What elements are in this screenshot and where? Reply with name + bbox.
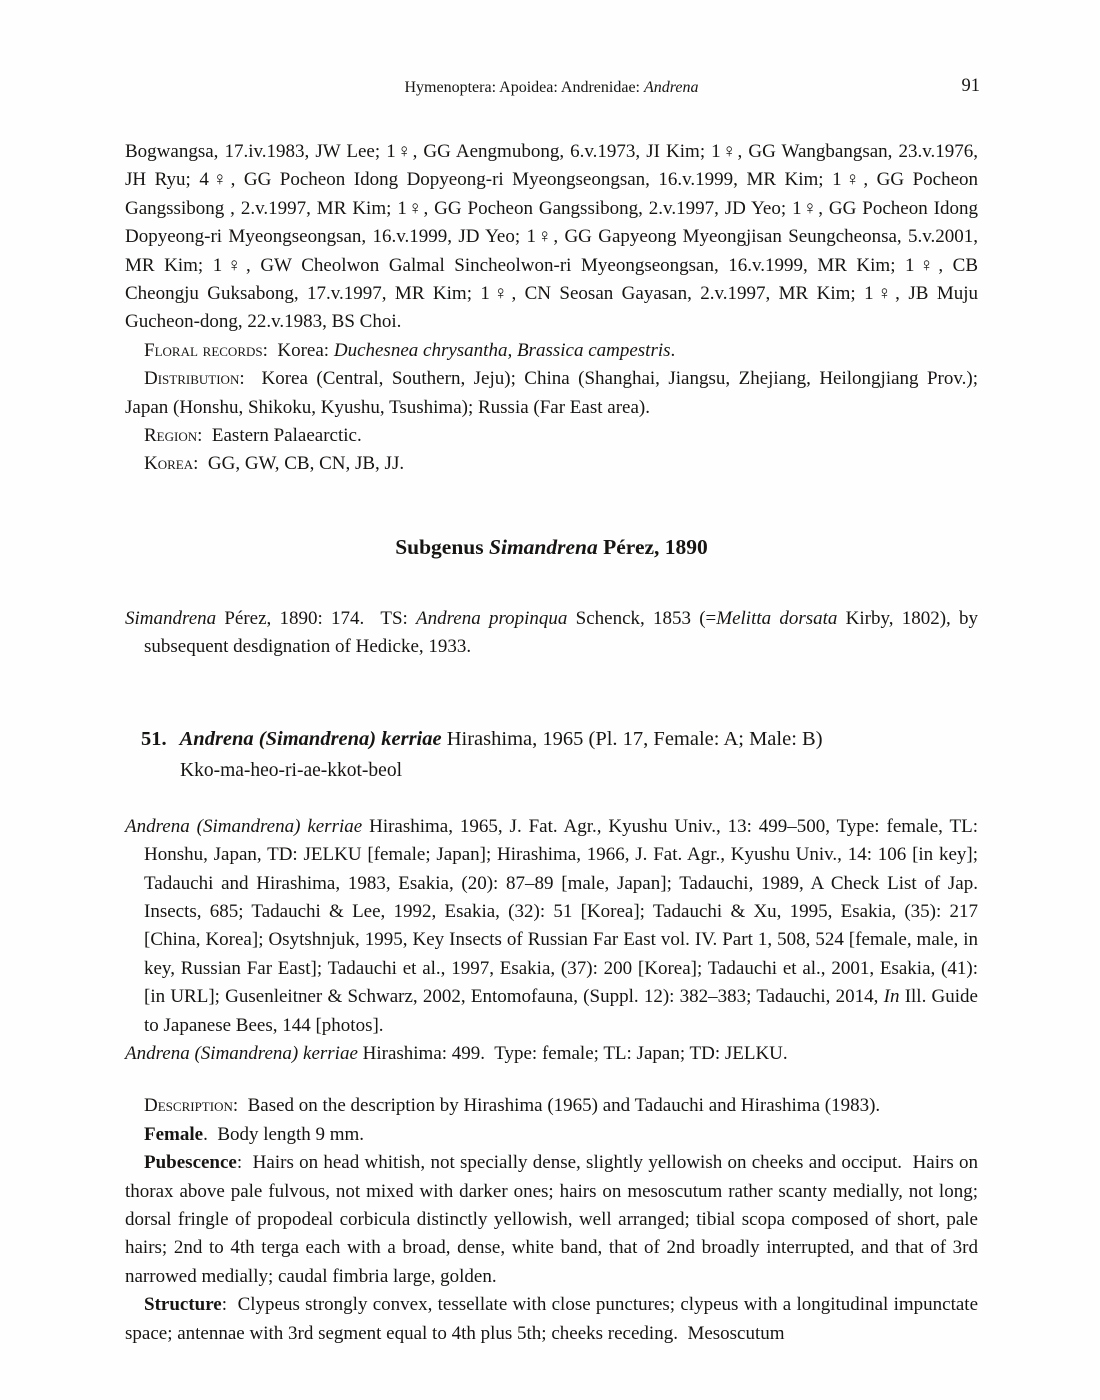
synonymy-2-taxon: Andrena (Simandrena) kerriae xyxy=(125,1042,358,1064)
species-vernacular-name: Kko-ma-heo-ri-ae-kkot-beol xyxy=(180,759,402,781)
specimen-records-paragraph xyxy=(125,138,978,337)
synonymy-1-text-2: Ill. Guide to Japanese Bees, 144 [photos]. xyxy=(144,986,978,1036)
page-number: 91 xyxy=(961,76,980,96)
subgenus-reference-paragraph xyxy=(125,605,978,662)
subgenus-heading xyxy=(125,532,978,562)
description-structure-paragraph xyxy=(125,1291,978,1348)
distribution-text: : Korea (Central, Southern, Jeju); China (Shanghai, Jiangsu, Zhejiang, Heilongjiang Prov.); Japan (Honshu, Shikoku, Kyushu, Tsushima); Russia (Far East area). xyxy=(125,368,978,418)
synonymy-entry-1 xyxy=(125,813,978,1040)
korea-text: : GG, GW, CB, CN, JB, JJ. xyxy=(193,453,405,475)
synonymy-1-text-1: Hirashima, 1965, J. Fat. Agr., Kyushu Univ., 13: 499–500, Type: female, TL: Honshu, Japan, TD: JELKU [female; Japan]; Hirashima, 1966, J. Fat. Agr., Kyushu Univ., 14: 106 [in key]; Tadauchi and Hirashima, 1983, Esakia, (20): 87–89 [male, Japan]; Tadauchi, 1989, A Check List of Jap. Insects, 685; Tadauchi & Lee, 1992, Esakia, (32): 51 [Korea]; Tadauchi & Xu, 1995, Esakia, (35): 217 [China, Korea]; Osytshnjuk, 1995, Key Insects of Russian Far East vol. IV. Part 1, 508, 524 [female, male, in key, Russian Far East]; Tadauchi et al., 1997, Esakia, (37): 200 [Korea]; Tadauchi et al., 2001, Esakia, (41): [in URL]; Gusenleitner & Schwarz, 2002, Entomofauna, (Suppl. 12): 382–383; Tadauchi, 2014, xyxy=(144,815,978,1008)
species-taxon: Andrena (Simandrena) kerriae xyxy=(179,727,442,750)
description-intro-text: : Based on the description by Hirashima (1965) and Tadauchi and Hirashima (1983). xyxy=(232,1095,881,1117)
female-text: . Body length 9 mm. xyxy=(203,1123,365,1145)
subgenus-heading-suffix: Pérez, 1890 xyxy=(597,534,708,559)
page-header xyxy=(125,78,978,102)
subgenus-heading-taxon: Simandrena xyxy=(489,534,598,559)
subgenus-ref-species-2: Melitta dorsata xyxy=(716,607,838,629)
species-heading-block xyxy=(125,724,978,786)
description-pubescence-paragraph xyxy=(125,1149,978,1291)
structure-label: Structure xyxy=(144,1294,222,1316)
subgenus-ref-text-2: Schenck, 1853 (= xyxy=(567,607,717,629)
synonymy-block xyxy=(125,813,978,1069)
korea-label: Korea xyxy=(144,453,194,475)
female-label: Female xyxy=(144,1123,204,1145)
specimen-records-text: Bogwangsa, 17.iv.1983, JW Lee; 1♀, GG Aengmubong, 6.v.1973, JI Kim; 1♀, GG Wangbangsan, 23.v.1976, JH Ryu; 4♀, GG Pocheon Idong Dopyeong-ri Myeongseongsan, 16.v.1999, MR Kim; 1♀, GG Pocheon Gangssibong , 2.v.1997, MR Kim; 1♀, GG Pocheon Gangssibong, 2.v.1997, JD Yeo; 1♀, GG Pocheon Idong Dopyeong-ri Myeongseongsan, 16.v.1999, JD Yeo; 1♀, GG Gapyeong Myeongjisan Seungcheonsa, 5.v.2001, MR Kim; 1♀, GW Cheolwon Galmal Sincheolwon-ri Myeongseongsan, 16.v.1999, MR Kim; 1♀, CB Cheongju Guksabong, 17.v.1997, MR Kim; 1♀, CN Seosan Gayasan, 2.v.1997, MR Kim; 1♀, JB Muju Gucheon-dong, 22.v.1983, BS Choi. xyxy=(125,141,978,333)
region-paragraph xyxy=(125,422,978,450)
synonymy-1-in-word: In xyxy=(883,986,900,1008)
subgenus-ref-text-1: Pérez, 1890: 174. TS: xyxy=(216,607,417,629)
floral-records-paragraph xyxy=(125,337,978,365)
species-number: 51. xyxy=(141,727,167,750)
species-title xyxy=(141,724,978,755)
pubescence-label: Pubescence xyxy=(144,1152,237,1174)
species-title-rest: Hirashima, 1965 (Pl. 17, Female: A; Male: B) xyxy=(441,727,823,750)
running-title-taxon: Andrena xyxy=(643,79,699,96)
description-intro-paragraph xyxy=(125,1092,978,1120)
description-female-paragraph xyxy=(125,1121,978,1149)
pubescence-text: : Hairs on head whitish, not specially dense, slightly yellowish on cheeks and occiput. Hairs on thorax above pale fulvous, not mixed with darker ones; hairs on mesoscutum rather scanty medially, not long; dorsal fringle of propodeal corbicula distinctly yellowish, well arranged; tibial scopa composed of short, pale hairs; 2nd to 4th terga each with a broad, dense, white band, that of 2nd broadly interrupted, and that of 3rd narrowed medially; caudal fimbria large, golden. xyxy=(125,1152,978,1287)
synonymy-2-text-1: Hirashima: 499. Type: female; TL: Japan; TD: JELKU. xyxy=(357,1042,788,1064)
structure-text: : Clypeus strongly convex, tessellate with close punctures; clypeus with a longitudinal impunctate space; antennae with 3rd segment equal to 4th plus 5th; cheeks receding. Mesoscutum xyxy=(125,1294,978,1344)
floral-records-tail: . xyxy=(670,339,676,361)
description-section xyxy=(125,1092,978,1348)
region-label: Region xyxy=(144,425,198,447)
description-label: Description xyxy=(144,1095,233,1117)
region-text: : Eastern Palaearctic. xyxy=(197,425,362,447)
distribution-label: Distribution xyxy=(144,368,240,390)
floral-records-species: Duchesnea chrysantha, Brassica campestris xyxy=(333,339,671,361)
floral-records-separator: : Korea: xyxy=(262,339,334,361)
distribution-paragraph xyxy=(125,365,978,422)
running-title-text: Hymenoptera: Apoidea: Andrenidae: xyxy=(404,79,644,96)
page-body xyxy=(125,138,978,1348)
floral-records-label: Floral records xyxy=(144,339,263,361)
running-title xyxy=(125,78,978,98)
subgenus-ref-tail: Kirby, 1802), by subsequent desdignation of Hedicke, 1933. xyxy=(144,607,978,658)
korea-paragraph xyxy=(125,450,978,478)
subgenus-heading-prefix: Subgenus xyxy=(395,534,490,559)
subgenus-ref-genus: Simandrena xyxy=(125,607,217,629)
synonymy-entry-2 xyxy=(125,1040,978,1068)
synonymy-1-taxon: Andrena (Simandrena) kerriae xyxy=(125,815,363,837)
subgenus-ref-species-1: Andrena propinqua xyxy=(416,607,568,629)
